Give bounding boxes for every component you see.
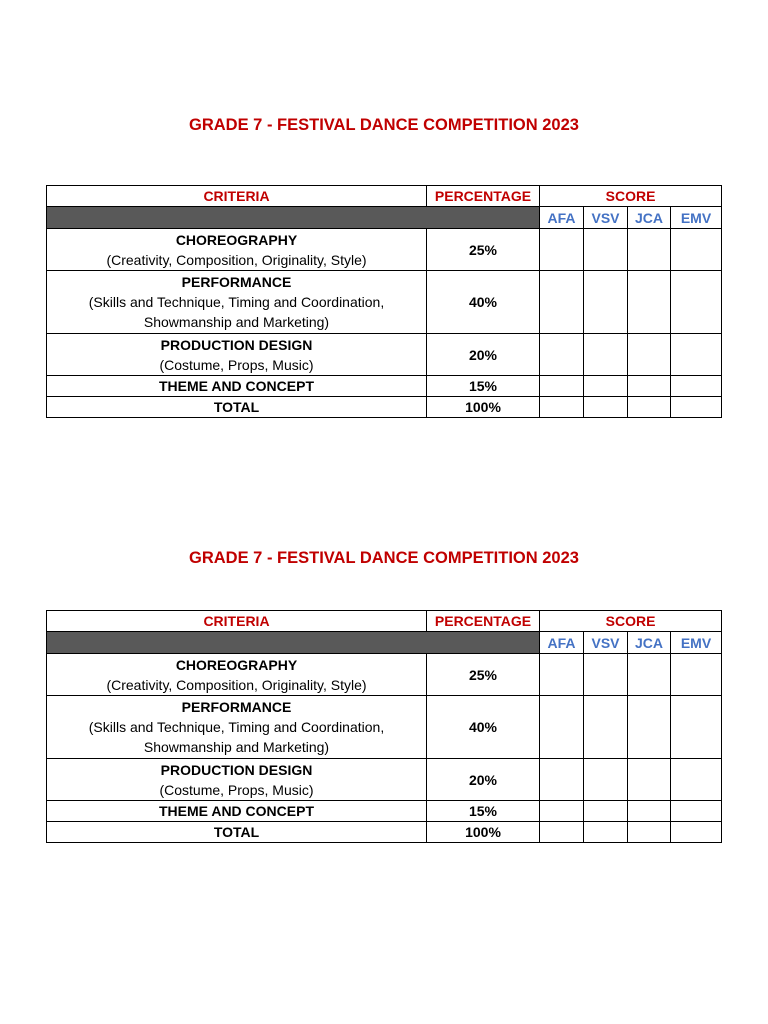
criteria-cell	[47, 271, 427, 334]
score-cell[interactable]	[628, 397, 671, 418]
percentage-cell: 40%	[427, 696, 540, 759]
criteria-description: (Creativity, Composition, Originality, Style)	[106, 676, 367, 693]
judge-vsv: VSV	[584, 207, 628, 229]
judge-jca: JCA	[628, 632, 671, 654]
criteria-cell	[47, 801, 427, 822]
score-header: SCORE	[540, 611, 722, 632]
score-table	[46, 610, 722, 843]
criteria-title: CHOREOGRAPHY	[175, 231, 298, 248]
criteria-cell	[47, 654, 427, 696]
criteria-cell	[47, 376, 427, 397]
criteria-title: PERFORMANCE	[181, 699, 292, 715]
criteria-title: PERFORMANCE	[181, 274, 292, 290]
score-cell[interactable]	[540, 654, 584, 696]
score-cell[interactable]	[540, 759, 584, 801]
percentage-cell: 20%	[427, 759, 540, 801]
score-cell[interactable]	[584, 759, 628, 801]
score-header: SCORE	[540, 186, 722, 207]
score-cell[interactable]	[584, 696, 628, 759]
percentage-cell: 40%	[427, 271, 540, 334]
table-row	[47, 696, 722, 759]
score-cell[interactable]	[671, 334, 722, 376]
table-row	[47, 229, 722, 271]
score-cell[interactable]	[628, 334, 671, 376]
table-row	[47, 654, 722, 696]
judge-emv: EMV	[671, 207, 722, 229]
sheet-title: GRADE 7 - FESTIVAL DANCE COMPETITION 2023	[189, 116, 579, 134]
criteria-description: (Skills and Technique, Timing and Coordination, Showmanship and Marketing)	[88, 294, 385, 330]
score-cell[interactable]	[671, 696, 722, 759]
score-cell[interactable]	[628, 801, 671, 822]
score-cell[interactable]	[628, 271, 671, 334]
criteria-cell	[47, 822, 427, 843]
judge-emv: EMV	[671, 632, 722, 654]
score-cell[interactable]	[628, 376, 671, 397]
table-row	[47, 801, 722, 822]
score-cell[interactable]	[671, 271, 722, 334]
criteria-description: (Creativity, Composition, Originality, Style)	[106, 251, 367, 268]
score-cell[interactable]	[628, 696, 671, 759]
score-cell[interactable]	[671, 759, 722, 801]
criteria-header: CRITERIA	[47, 611, 427, 632]
score-cell[interactable]	[671, 822, 722, 843]
header-row	[47, 611, 722, 632]
score-table	[46, 185, 722, 418]
judge-afa: AFA	[540, 632, 584, 654]
criteria-cell	[47, 229, 427, 271]
score-cell[interactable]	[540, 397, 584, 418]
criteria-header: CRITERIA	[47, 186, 427, 207]
total-row	[47, 822, 722, 843]
score-cell[interactable]	[584, 801, 628, 822]
judge-vsv: VSV	[584, 632, 628, 654]
score-cell[interactable]	[628, 654, 671, 696]
criteria-description: (Costume, Props, Music)	[159, 781, 314, 798]
judge-afa: AFA	[540, 207, 584, 229]
percentage-cell: 25%	[427, 654, 540, 696]
sheet-title: GRADE 7 - FESTIVAL DANCE COMPETITION 2023	[189, 549, 579, 567]
score-cell[interactable]	[584, 334, 628, 376]
header-bar	[47, 207, 540, 229]
criteria-cell	[47, 397, 427, 418]
judge-jca: JCA	[628, 207, 671, 229]
table-row	[47, 759, 722, 801]
criteria-title: CHOREOGRAPHY	[175, 656, 298, 673]
percentage-header: PERCENTAGE	[427, 611, 540, 632]
score-cell[interactable]	[540, 229, 584, 271]
criteria-title: THEME AND CONCEPT	[158, 378, 315, 394]
criteria-cell	[47, 759, 427, 801]
total-row	[47, 397, 722, 418]
score-cell[interactable]	[540, 271, 584, 334]
table-row	[47, 376, 722, 397]
table-row	[47, 271, 722, 334]
percentage-header: PERCENTAGE	[427, 186, 540, 207]
criteria-title: THEME AND CONCEPT	[158, 803, 315, 819]
total-percentage: 100%	[427, 397, 540, 418]
score-cell[interactable]	[584, 376, 628, 397]
total-label: TOTAL	[213, 399, 260, 415]
criteria-cell	[47, 696, 427, 759]
score-cell[interactable]	[584, 822, 628, 843]
score-cell[interactable]	[540, 376, 584, 397]
score-cell[interactable]	[540, 822, 584, 843]
score-cell[interactable]	[540, 801, 584, 822]
header-bar	[47, 632, 540, 654]
subheader-row	[47, 632, 722, 654]
score-cell[interactable]	[584, 397, 628, 418]
score-cell[interactable]	[584, 229, 628, 271]
score-cell[interactable]	[671, 654, 722, 696]
subheader-row	[47, 207, 722, 229]
total-label: TOTAL	[213, 824, 260, 840]
score-cell[interactable]	[540, 696, 584, 759]
criteria-title: PRODUCTION DESIGN	[160, 336, 313, 353]
score-cell[interactable]	[628, 759, 671, 801]
criteria-title: PRODUCTION DESIGN	[160, 761, 313, 778]
score-cell[interactable]	[584, 271, 628, 334]
score-cell[interactable]	[540, 334, 584, 376]
header-row	[47, 186, 722, 207]
percentage-cell: 20%	[427, 334, 540, 376]
score-cell[interactable]	[628, 229, 671, 271]
criteria-description: (Skills and Technique, Timing and Coordination, Showmanship and Marketing)	[88, 719, 385, 755]
percentage-cell: 15%	[427, 376, 540, 397]
score-cell[interactable]	[671, 376, 722, 397]
score-cell[interactable]	[628, 822, 671, 843]
percentage-cell: 15%	[427, 801, 540, 822]
total-percentage: 100%	[427, 822, 540, 843]
table-row	[47, 334, 722, 376]
score-cell[interactable]	[671, 397, 722, 418]
score-cell[interactable]	[671, 229, 722, 271]
criteria-description: (Costume, Props, Music)	[159, 356, 314, 373]
score-cell[interactable]	[584, 654, 628, 696]
score-cell[interactable]	[671, 801, 722, 822]
percentage-cell: 25%	[427, 229, 540, 271]
criteria-cell	[47, 334, 427, 376]
